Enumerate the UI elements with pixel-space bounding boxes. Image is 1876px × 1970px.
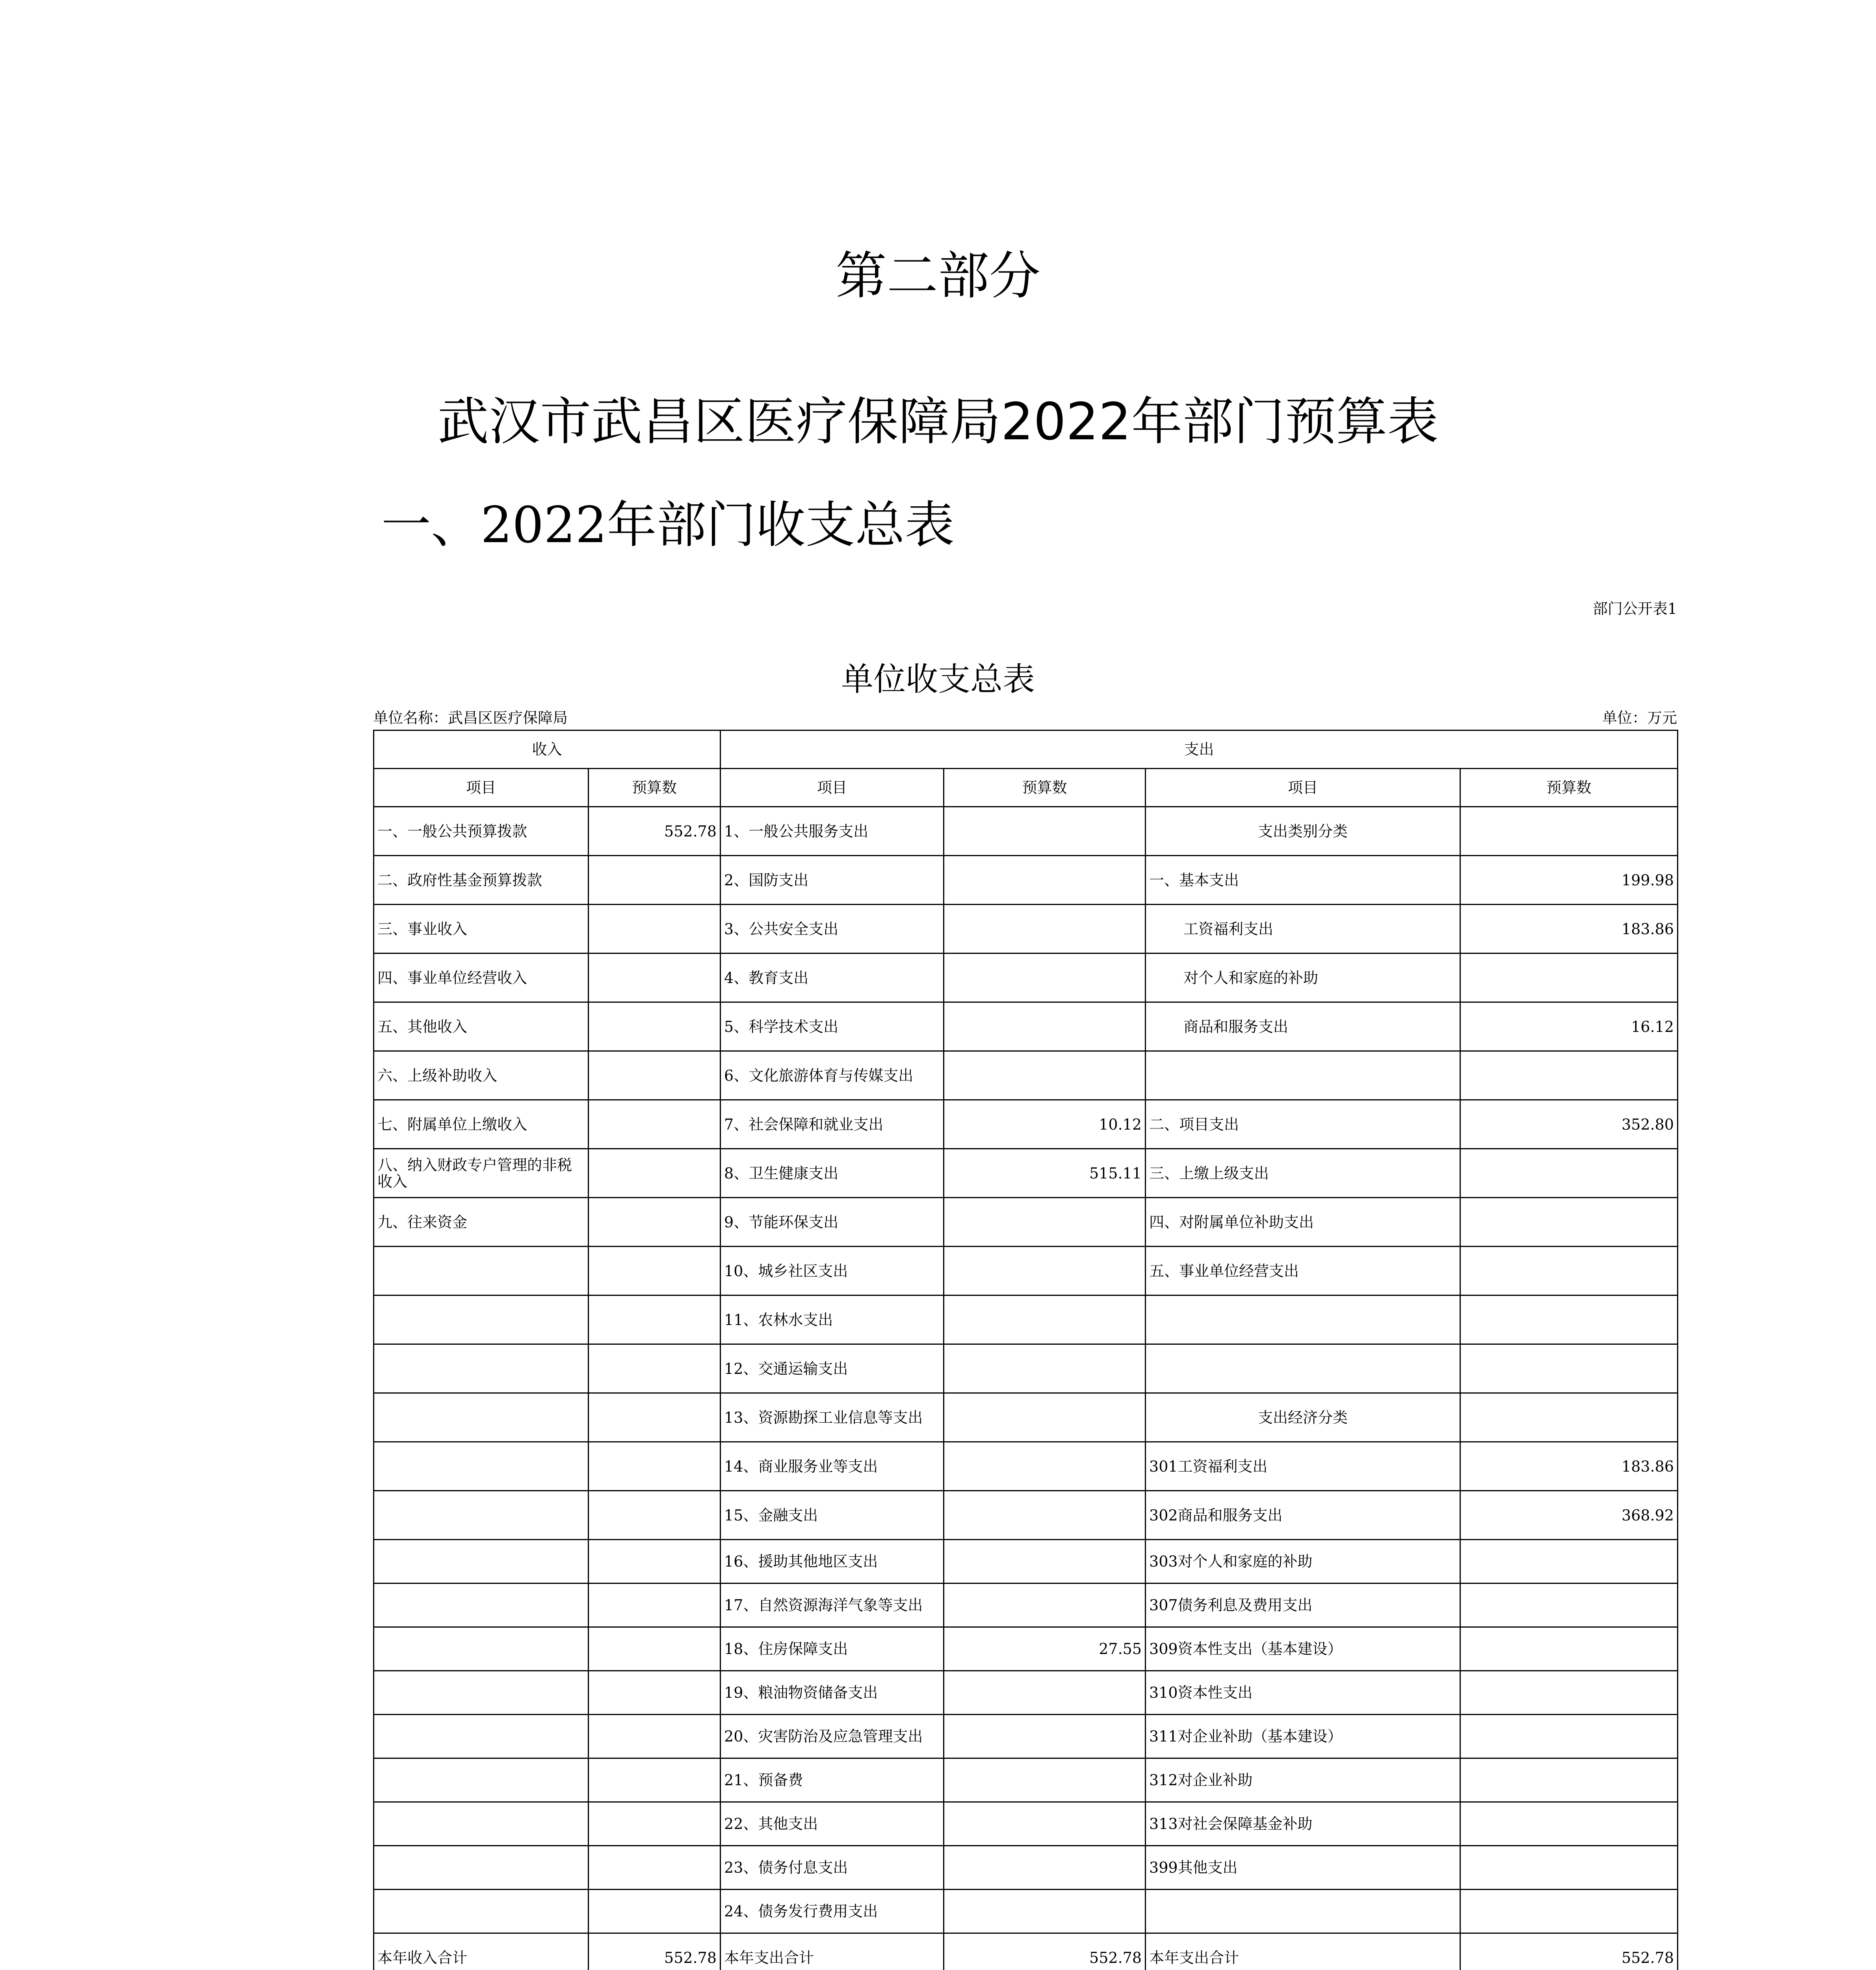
table-row [374,953,1678,1002]
expense-item-cell: 14、商业服务业等支出 [721,1442,944,1491]
expense-budget-cell [944,1051,1146,1100]
expense-class-item-header: 项目 [1146,769,1460,807]
expense-budget-cell [944,1491,1146,1540]
table-row [374,807,1678,856]
expense-class-budget-header: 预算数 [1460,769,1678,807]
income-budget-cell [589,1344,721,1393]
income-budget-cell [589,1247,721,1295]
expense-class-item-cell: 399其他支出 [1146,1846,1460,1890]
expense-budget-cell [944,1247,1146,1295]
table-row [374,1802,1678,1846]
expense-item-header: 项目 [721,769,944,807]
expense-budget-cell [944,1846,1146,1890]
income-header: 收入 [374,730,721,769]
unit-label: 单位：万元 [1602,709,1677,727]
expense-item-cell: 2、国防支出 [721,856,944,905]
table-row [374,1890,1678,1933]
income-budget-cell [589,1442,721,1491]
expense-class-item-cell: 对个人和家庭的补助 [1146,953,1460,1002]
income-item-cell [374,1890,589,1933]
expense-budget-cell [944,1344,1146,1393]
expense-item-cell: 24、债务发行费用支出 [721,1890,944,1933]
expense-class-budget-cell: 183.86 [1460,905,1678,953]
income-item-cell: 九、往来资金 [374,1198,589,1247]
expense-item-cell: 6、文化旅游体育与传媒支出 [721,1051,944,1100]
expense-class-item-cell: 三、上缴上级支出 [1146,1149,1460,1198]
income-budget-cell [589,1393,721,1442]
expense-budget-cell [944,1393,1146,1442]
expense-item-cell: 16、援助其他地区支出 [721,1540,944,1583]
income-item-cell: 八、纳入财政专户管理的非税收入 [374,1149,589,1198]
expense-class-item-cell: 309资本性支出（基本建设） [1146,1627,1460,1671]
income-budget-cell [589,1802,721,1846]
expense-class-item-cell [1146,1344,1460,1393]
expense-budget-cell [944,1671,1146,1715]
expense-class-budget-cell [1460,1540,1678,1583]
income-budget-cell: 552.78 [589,1933,721,1970]
expense-item-cell: 本年支出合计 [721,1933,944,1970]
expense-item-cell: 15、金融支出 [721,1491,944,1540]
table-row [374,1627,1678,1671]
table-row [374,905,1678,953]
income-budget-cell [589,1295,721,1344]
income-item-cell: 二、政府性基金预算拨款 [374,856,589,905]
expense-budget-cell: 27.55 [944,1627,1146,1671]
expense-item-cell: 17、自然资源海洋气象等支出 [721,1583,944,1627]
income-budget-cell [589,1540,721,1583]
expense-item-cell: 8、卫生健康支出 [721,1149,944,1198]
expense-item-cell: 12、交通运输支出 [721,1344,944,1393]
section-title: 一、2022年部门收支总表 [381,496,955,554]
expense-class-item-cell: 313对社会保障基金补助 [1146,1802,1460,1846]
expense-class-item-cell: 311对企业补助（基本建设） [1146,1715,1460,1758]
table-title: 单位收支总表 [841,661,1035,698]
income-item-cell: 本年收入合计 [374,1933,589,1970]
expense-class-budget-cell [1460,1583,1678,1627]
expense-budget-cell [944,1583,1146,1627]
expense-class-item-cell: 支出类别分类 [1146,807,1460,856]
table-row [374,1295,1678,1344]
expense-class-item-cell: 商品和服务支出 [1146,1002,1460,1051]
expense-class-item-cell: 二、项目支出 [1146,1100,1460,1149]
expense-budget-cell: 10.12 [944,1100,1146,1149]
table-row [374,1846,1678,1890]
income-budget-cell [589,1100,721,1149]
table-row [374,1583,1678,1627]
income-item-cell [374,1802,589,1846]
expense-item-cell: 3、公共安全支出 [721,905,944,953]
income-item-cell [374,1540,589,1583]
income-item-cell [374,1393,589,1442]
table-row [374,1393,1678,1442]
expense-class-item-cell: 四、对附属单位补助支出 [1146,1198,1460,1247]
income-budget-cell: 552.78 [589,807,721,856]
income-budget-cell [589,1149,721,1198]
expense-item-cell: 20、灾害防治及应急管理支出 [721,1715,944,1758]
budget-summary-table [373,730,1678,1970]
expense-class-budget-cell [1460,1627,1678,1671]
expense-item-cell: 18、住房保障支出 [721,1627,944,1671]
income-budget-cell [589,953,721,1002]
expense-item-cell: 13、资源勘探工业信息等支出 [721,1393,944,1442]
expense-class-budget-cell [1460,1846,1678,1890]
income-budget-cell [589,1491,721,1540]
income-budget-cell [589,1583,721,1627]
income-item-cell [374,1715,589,1758]
income-budget-cell [589,1198,721,1247]
income-budget-cell [589,1846,721,1890]
income-item-cell [374,1295,589,1344]
expense-item-cell: 10、城乡社区支出 [721,1247,944,1295]
expense-item-cell: 9、节能环保支出 [721,1198,944,1247]
document-title: 武汉市武昌区医疗保障局2022年部门预算表 [437,392,1439,452]
expense-class-item-cell: 工资福利支出 [1146,905,1460,953]
expense-class-budget-cell: 352.80 [1460,1100,1678,1149]
income-item-cell [374,1442,589,1491]
expense-class-budget-cell: 368.92 [1460,1491,1678,1540]
income-item-cell: 一、一般公共预算拨款 [374,807,589,856]
expense-class-item-cell: 302商品和服务支出 [1146,1491,1460,1540]
table-row [374,1715,1678,1758]
expense-item-cell: 1、一般公共服务支出 [721,807,944,856]
expense-class-budget-cell [1460,807,1678,856]
expense-budget-cell [944,1198,1146,1247]
table-row [374,1491,1678,1540]
income-budget-cell [589,905,721,953]
expense-budget-cell [944,1758,1146,1802]
expense-budget-cell [944,1295,1146,1344]
table-row [374,1442,1678,1491]
table-row [374,1100,1678,1149]
expense-class-budget-cell [1460,1715,1678,1758]
table-row [374,1344,1678,1393]
expense-budget-cell [944,1890,1146,1933]
expense-header: 支出 [721,730,1678,769]
expense-class-budget-cell: 552.78 [1460,1933,1678,1970]
income-budget-header: 预算数 [589,769,721,807]
income-budget-cell [589,1627,721,1671]
expense-budget-cell [944,1002,1146,1051]
expense-budget-cell [944,856,1146,905]
income-budget-cell [589,1002,721,1051]
table-body [374,730,1678,1970]
expense-budget-cell [944,1802,1146,1846]
income-item-cell [374,1846,589,1890]
table-header-row [374,730,1678,769]
expense-class-item-cell: 303对个人和家庭的补助 [1146,1540,1460,1583]
expense-class-budget-cell [1460,1344,1678,1393]
income-item-cell [374,1583,589,1627]
expense-class-budget-cell [1460,1393,1678,1442]
expense-item-cell: 7、社会保障和就业支出 [721,1100,944,1149]
table-row [374,1671,1678,1715]
expense-budget-cell [944,905,1146,953]
table-row [374,1247,1678,1295]
expense-class-item-cell [1146,1890,1460,1933]
expense-class-budget-cell [1460,1802,1678,1846]
table-row [374,1051,1678,1100]
expense-class-budget-cell [1460,1198,1678,1247]
income-item-cell [374,1627,589,1671]
expense-class-budget-cell: 183.86 [1460,1442,1678,1491]
expense-item-cell: 22、其他支出 [721,1802,944,1846]
form-code: 部门公开表1 [1592,600,1677,617]
expense-class-budget-cell: 199.98 [1460,856,1678,905]
table-subheader-row [374,769,1678,807]
expense-budget-cell [944,1540,1146,1583]
expense-class-budget-cell [1460,1247,1678,1295]
table-row [374,1002,1678,1051]
expense-item-cell: 21、预备费 [721,1758,944,1802]
table-row [374,1198,1678,1247]
expense-class-budget-cell [1460,1149,1678,1198]
expense-budget-cell [944,1442,1146,1491]
expense-class-budget-cell: 16.12 [1460,1002,1678,1051]
expense-budget-header: 预算数 [944,769,1146,807]
expense-item-cell: 4、教育支出 [721,953,944,1002]
expense-class-item-cell: 支出经济分类 [1146,1393,1460,1442]
expense-item-cell: 5、科学技术支出 [721,1002,944,1051]
expense-class-budget-cell [1460,953,1678,1002]
income-budget-cell [589,1715,721,1758]
expense-class-item-cell: 五、事业单位经营支出 [1146,1247,1460,1295]
expense-class-budget-cell [1460,1051,1678,1100]
expense-item-cell: 11、农林水支出 [721,1295,944,1344]
income-item-cell: 四、事业单位经营收入 [374,953,589,1002]
expense-item-cell: 23、债务付息支出 [721,1846,944,1890]
table-row [374,1149,1678,1198]
expense-budget-cell [944,807,1146,856]
expense-budget-cell [944,1715,1146,1758]
expense-budget-cell [944,953,1146,1002]
table-row [374,1933,1678,1970]
expense-class-item-cell: 本年支出合计 [1146,1933,1460,1970]
expense-class-item-cell: 301工资福利支出 [1146,1442,1460,1491]
expense-class-item-cell: 307债务利息及费用支出 [1146,1583,1460,1627]
expense-class-budget-cell [1460,1890,1678,1933]
income-budget-cell [589,1890,721,1933]
income-budget-cell [589,1051,721,1100]
expense-class-item-cell: 310资本性支出 [1146,1671,1460,1715]
unit-name: 单位名称：武昌区医疗保障局 [373,709,568,727]
income-item-cell [374,1491,589,1540]
income-item-cell: 五、其他收入 [374,1002,589,1051]
expense-class-budget-cell [1460,1671,1678,1715]
part-title: 第二部分 [835,246,1040,306]
income-item-cell [374,1758,589,1802]
income-item-cell: 七、附属单位上缴收入 [374,1100,589,1149]
expense-class-item-cell: 一、基本支出 [1146,856,1460,905]
income-item-cell: 六、上级补助收入 [374,1051,589,1100]
table-row [374,856,1678,905]
table-row [374,1540,1678,1583]
expense-class-budget-cell [1460,1758,1678,1802]
income-item-cell [374,1247,589,1295]
income-item-cell: 三、事业收入 [374,905,589,953]
expense-budget-cell: 552.78 [944,1933,1146,1970]
expense-class-item-cell [1146,1295,1460,1344]
expense-item-cell: 19、粮油物资储备支出 [721,1671,944,1715]
income-item-header: 项目 [374,769,589,807]
table-row [374,1758,1678,1802]
expense-budget-cell: 515.11 [944,1149,1146,1198]
expense-class-budget-cell [1460,1295,1678,1344]
expense-class-item-cell [1146,1051,1460,1100]
income-item-cell [374,1344,589,1393]
income-budget-cell [589,856,721,905]
income-budget-cell [589,1758,721,1802]
income-item-cell [374,1671,589,1715]
income-budget-cell [589,1671,721,1715]
expense-class-item-cell: 312对企业补助 [1146,1758,1460,1802]
